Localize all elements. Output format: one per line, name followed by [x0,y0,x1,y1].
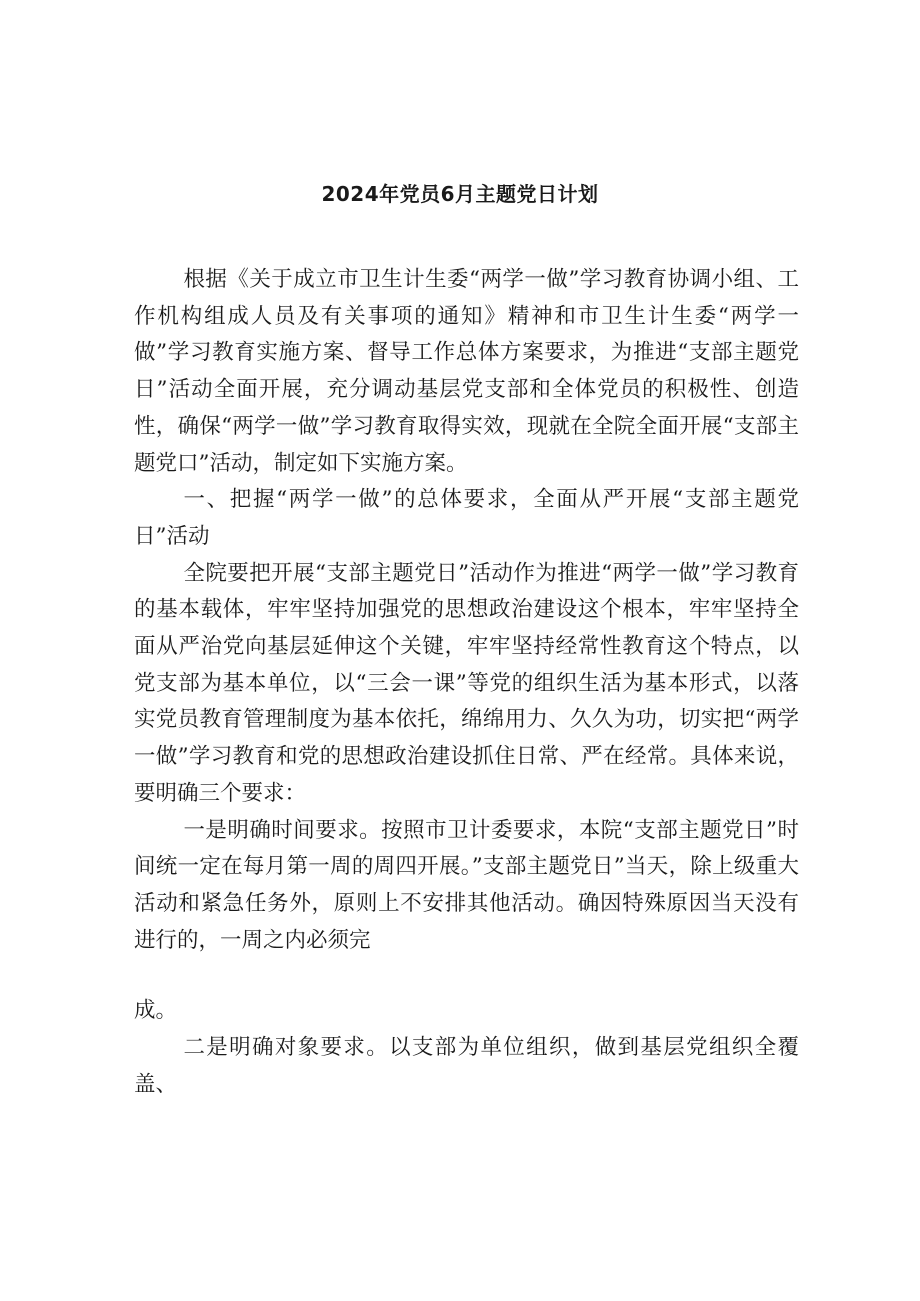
paragraph-section-1-body: 全院要把开展“支部主题党日”活动作为推进“两学一做”学习教育的基本载体，牢牢坚持加强党的思想政治建设这个根本，牢牢坚持全面从严治党向基层延伸这个关键，牢牢坚持经常性教育这个特点，以党支部为基本单位，以“三会一课”等党的组织生活为基本形式，以落实党员教育管理制度为基本依托，绵绵用力、久久为功，切实把“两学一做”学习教育和党的思想政治建设抓住日常、严在经常。具体来说，要明确三个要求： [134,560,799,806]
document-body [134,262,799,1103]
paragraph-section-heading-1: 一、把握“两学一做”的总体要求，全面从严开展“支部主题党日”活动 [134,487,799,549]
paragraph-object-requirement: 二是明确对象要求。以支部为单位组织，做到基层党组织全覆盖、 [134,1035,799,1097]
paragraph-gap [134,959,799,993]
paragraph-time-requirement: 一是明确时间要求。按照市卫计委要求，本院“支部主题党日”时间统一定在每月第一周的周四开展。”支部主题党日”当天，除上级重大活动和紧急任务外，原则上不安排其他活动。确因特殊原因当天没有进行的，一周之内必须完 [134,817,799,953]
paragraph-time-requirement-continued: 成。 [134,998,178,1024]
document-title: 2024年党员6月主题党日计划 [321,182,599,206]
paragraph-intro: 根据《关于成立市卫生计生委“两学一做”学习教育协调小组、工作机构组成人员及有关事项的通知》精神和市卫生计生委“两学一做”学习教育实施方案、督导工作总体方案要求，为推进“支部主题党日”活动全面开展，充分调动基层党支部和全体党员的积极性、创造性，确保“两学一做”学习教育取得实效，现就在全院全面开展“支部主题党口”活动，制定如下实施方案。 [134,267,799,476]
